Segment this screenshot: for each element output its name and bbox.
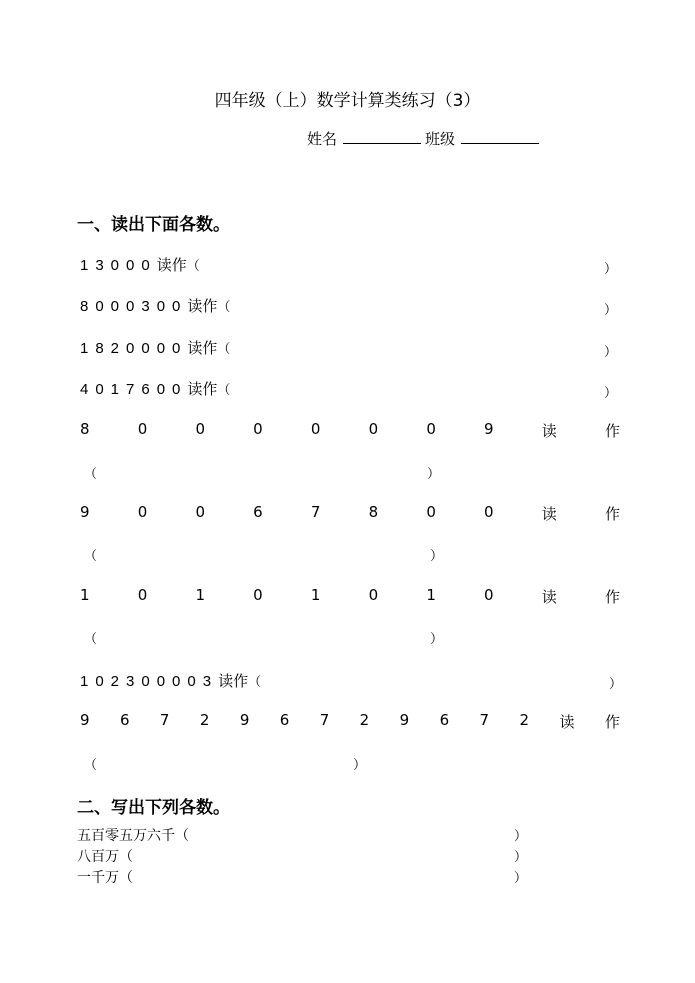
number-value: 13000 — [80, 257, 157, 274]
digit: 0 — [426, 503, 436, 521]
question-3 — [80, 337, 230, 358]
digit: 1 — [426, 586, 436, 604]
answer-blank-close[interactable]: ） — [604, 303, 618, 318]
digit: 9 — [484, 420, 494, 438]
digit: 0 — [253, 586, 263, 604]
read-char: 读 — [559, 713, 575, 731]
answer-blank-close[interactable]: ） — [430, 549, 444, 564]
digit: 2 — [359, 711, 370, 729]
digit: 0 — [137, 503, 148, 521]
write-question-1: 五百零五万六千（ — [77, 828, 189, 844]
question-7 — [80, 586, 620, 607]
left-paren: （ — [84, 549, 98, 564]
digit: 0 — [368, 420, 379, 438]
answer-blank-close[interactable]: ） — [430, 632, 444, 647]
digit: 7 — [159, 711, 170, 729]
digit: 0 — [195, 420, 205, 438]
question-9 — [80, 711, 620, 732]
write-question-3: 一千万（ — [77, 870, 133, 886]
question-5 — [80, 420, 620, 441]
digit: 6 — [253, 503, 263, 521]
answer-blank-close[interactable]: ） — [604, 262, 618, 277]
digit: 0 — [195, 503, 205, 521]
question-4 — [80, 378, 230, 399]
digit: 6 — [439, 711, 450, 729]
read-char: 作 — [604, 505, 620, 523]
left-paren: （ — [248, 675, 262, 690]
answer-blank-close[interactable]: ） — [514, 850, 528, 865]
digit: 9 — [399, 711, 410, 729]
question-6 — [80, 503, 620, 524]
digit: 0 — [310, 420, 321, 438]
number-value: 1820000 — [80, 340, 188, 357]
section-2-heading: 二、写出下列各数。 — [77, 798, 230, 818]
digit: 7 — [479, 711, 490, 729]
section-1-heading: 一、读出下面各数。 — [77, 215, 230, 235]
read-char: 作 — [604, 588, 620, 606]
student-info — [307, 128, 543, 149]
digit: 7 — [310, 503, 321, 521]
left-paren: （ — [217, 300, 231, 315]
left-paren: （ — [217, 383, 231, 398]
digit: 0 — [137, 586, 148, 604]
answer-blank-close[interactable]: ） — [604, 345, 618, 360]
question-8 — [80, 670, 261, 691]
answer-blank-close[interactable]: ） — [427, 467, 441, 482]
digit: 0 — [484, 503, 494, 521]
read-as-label: 读作 — [156, 256, 187, 274]
question-1 — [80, 254, 200, 275]
read-as-label: 读作 — [187, 339, 218, 357]
read-char: 作 — [604, 422, 620, 440]
left-paren: （ — [84, 467, 98, 482]
number-value: 4017600 — [80, 381, 188, 398]
read-char: 读 — [541, 505, 557, 523]
digit: 2 — [199, 711, 210, 729]
read-char: 作 — [604, 713, 620, 731]
answer-blank-close[interactable]: ） — [604, 386, 618, 401]
digit: 0 — [484, 586, 494, 604]
answer-blank-close[interactable]: ） — [514, 829, 528, 844]
page-title: 四年级（上）数学计算类练习（3） — [214, 91, 481, 111]
answer-blank-close[interactable]: ） — [609, 677, 623, 692]
left-paren: （ — [217, 342, 231, 357]
read-char: 读 — [541, 588, 557, 606]
digit: 7 — [319, 711, 330, 729]
digit: 2 — [519, 711, 530, 729]
digit: 0 — [368, 586, 379, 604]
answer-blank-close[interactable]: ） — [353, 758, 367, 773]
class-blank[interactable] — [461, 129, 539, 144]
read-as-label: 读作 — [187, 380, 218, 398]
name-blank[interactable] — [343, 129, 421, 144]
left-paren: （ — [186, 259, 200, 274]
digit: 1 — [80, 586, 90, 604]
number-value: 8000300 — [80, 298, 188, 315]
answer-blank-close[interactable]: ） — [514, 871, 528, 886]
question-2 — [80, 295, 230, 316]
number-value: 102300003 — [80, 673, 219, 690]
digit: 0 — [426, 420, 436, 438]
class-label: 班级 — [425, 130, 456, 148]
read-as-label: 读作 — [187, 297, 218, 315]
read-char: 读 — [541, 422, 557, 440]
left-paren: （ — [84, 758, 98, 773]
digit: 9 — [80, 503, 90, 521]
read-as-label: 读作 — [218, 672, 249, 690]
write-question-2: 八百万（ — [77, 849, 133, 865]
digit: 9 — [239, 711, 250, 729]
digit: 1 — [195, 586, 205, 604]
digit: 0 — [137, 420, 148, 438]
digit: 8 — [80, 420, 90, 438]
digit: 6 — [279, 711, 290, 729]
digit: 6 — [119, 711, 130, 729]
digit: 9 — [80, 711, 90, 729]
name-label: 姓名 — [307, 130, 338, 148]
digit: 1 — [310, 586, 321, 604]
digit: 8 — [368, 503, 379, 521]
digit: 0 — [253, 420, 263, 438]
left-paren: （ — [84, 632, 98, 647]
